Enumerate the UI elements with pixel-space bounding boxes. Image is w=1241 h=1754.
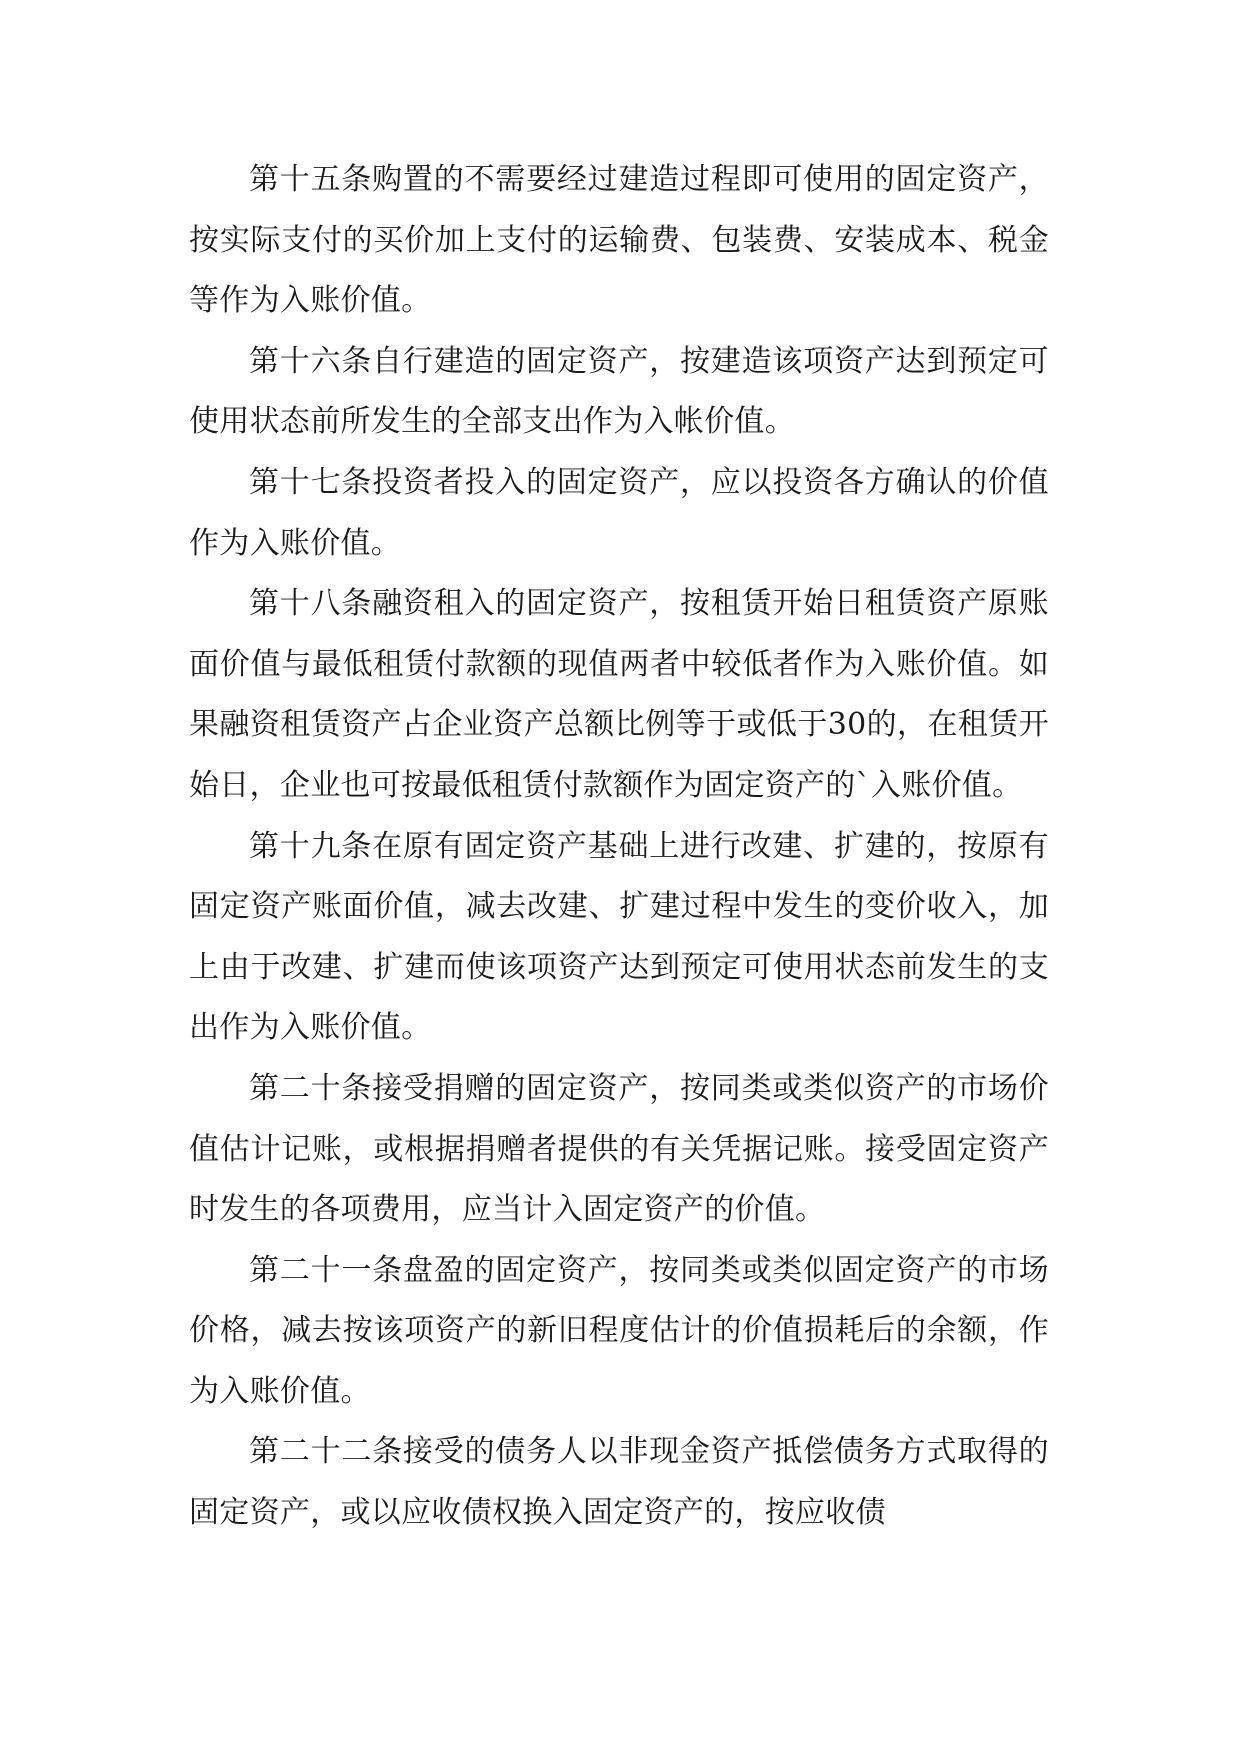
- paragraph-article-16: 第十六条自行建造的固定资产，按建造该项资产达到预定可使用状态前所发生的全部支出作为入帐价值。: [189, 343, 1049, 440]
- paragraph-article-18: 第十八条融资租入的固定资产，按租赁开始日租赁资产原账面价值与最低租赁付款额的现值两者中较低者作为入账价值。如果融资租赁资产占企业资产总额比例等于或低于30的，在租赁开始日，企业也可按最低租赁付款额作为固定资产的`入账价值。: [189, 586, 1049, 803]
- paragraph-article-17: 第十七条投资者投入的固定资产，应以投资各方确认的价值作为入账价值。: [189, 464, 1049, 561]
- paragraph-article-15: 第十五条购置的不需要经过建造过程即可使用的固定资产，按实际支付的买价加上支付的运输费、包装费、安装成本、税金等作为入账价值。: [189, 162, 1049, 319]
- paragraph-article-22: 第二十二条接受的债务人以非现金资产抵偿债务方式取得的固定资产，或以应收债权换入固定资产的，按应收债: [189, 1434, 1049, 1531]
- document-body: [189, 150, 1049, 1544]
- paragraph-article-20: 第二十条接受捐赠的固定资产，按同类或类似资产的市场价值估计记账，或根据捐赠者提供的有关凭据记账。接受固定资产时发生的各项费用，应当计入固定资产的价值。: [189, 1070, 1049, 1228]
- paragraph-article-19: 第十九条在原有固定资产基础上进行改建、扩建的，按原有固定资产账面价值，减去改建、扩建过程中发生的变价收入，加上由于改建、扩建而使该项资产达到预定可使用状态前发生的支出作为入账价值。: [189, 828, 1049, 1046]
- paragraph-article-21: 第二十一条盘盈的固定资产，按同类或类似固定资产的市场价格，减去按该项资产的新旧程度估计的价值损耗后的余额，作为入账价值。: [189, 1252, 1049, 1409]
